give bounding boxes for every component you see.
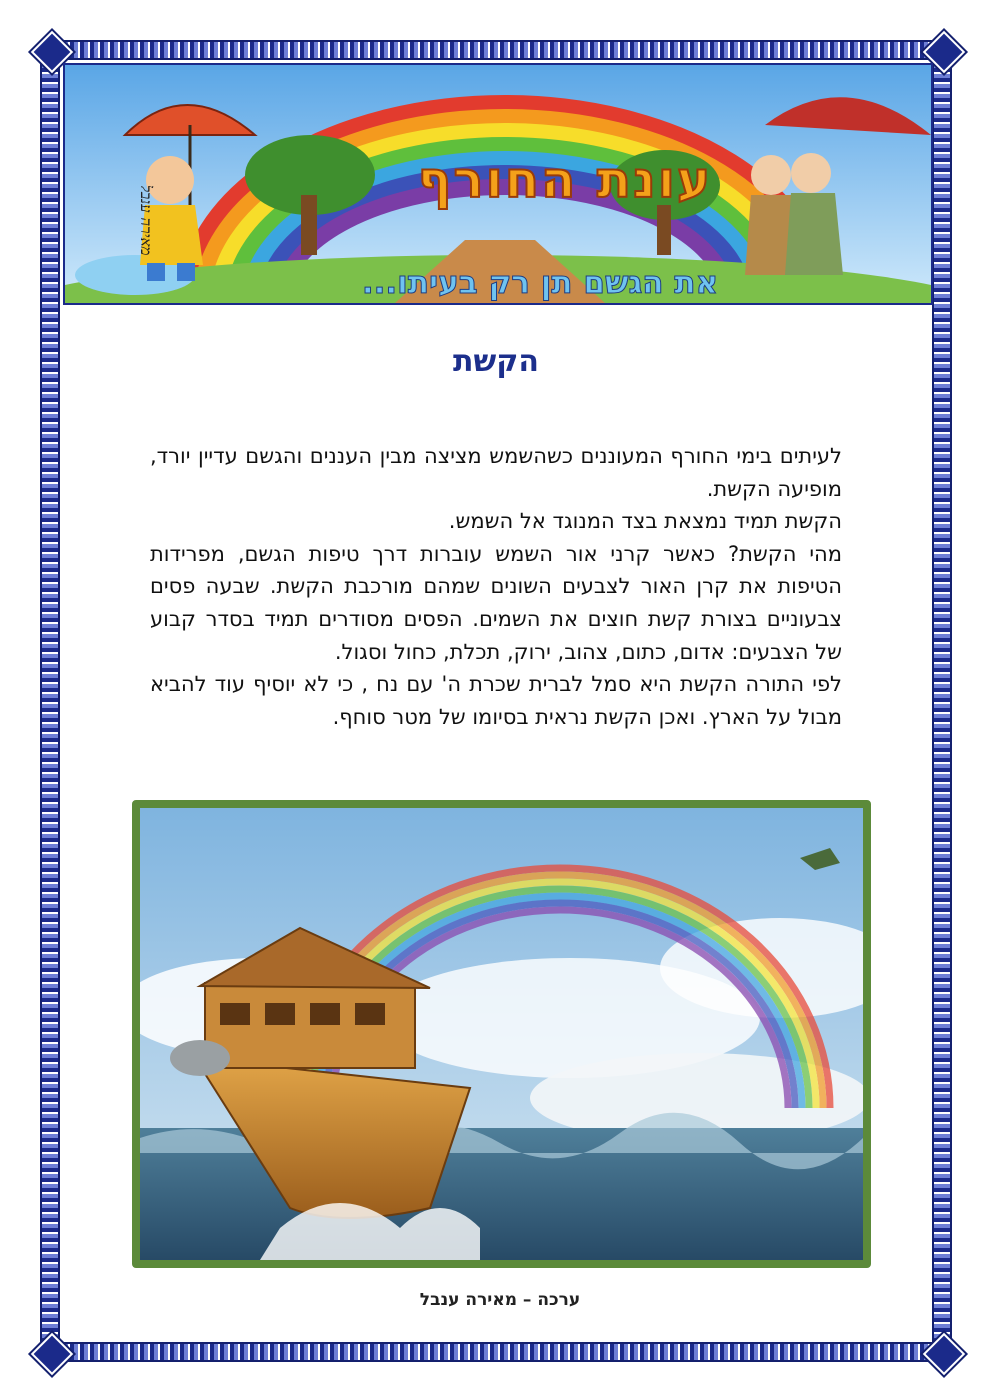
article-paragraph: לעיתים בימי החורף המעוננים כשהשמש מציצה מבין העננים והגשם עדיין יורד, מופיעה הקשת. xyxy=(150,444,842,501)
frame-top xyxy=(40,40,952,60)
frame-corner-ornament xyxy=(923,1333,965,1375)
article-paragraph: לפי התורה הקשת היא סמל לברית שכרת ה' עם נח , כי לא יוסיף עוד להביא מבול על הארץ. ואכן הקשת נראית בסיומו של מטר סוחף. xyxy=(150,672,842,729)
frame-bottom xyxy=(40,1342,952,1362)
frame-corner-ornament xyxy=(31,1333,73,1375)
header-banner xyxy=(63,63,933,305)
article-body xyxy=(150,440,842,733)
banner-title: עונת החורף xyxy=(417,151,713,209)
article-paragraph: הקשת תמיד נמצאת בצד המנוגד אל השמש. xyxy=(448,509,842,534)
article-paragraph: מהי הקשת? כאשר קרני אור השמש עוברות דרך טיפות הגשם, מפרידות הטיפות את קרן האור לצבעים השונים שמהם מורכבת הקשת. שבעה פסים צבעוניים בצורת קשת חוצים את השמים. הפסים מסודרים תמיד בסדר קבוע של הצבעים: אדום, כתום, צהוב, ירוק, תכלת, כחול וסגול. xyxy=(150,541,842,664)
ark-rainbow-picture xyxy=(140,808,863,1260)
noah-ark-illustration xyxy=(132,800,871,1268)
frame-right xyxy=(932,40,952,1362)
frame-left xyxy=(40,40,60,1362)
banner-signature: מאירה ענבל xyxy=(137,185,155,256)
credit-line: ערכה – מאירה ענבל xyxy=(419,1290,581,1310)
banner-subtitle: את הגשם תן רק בעיתו... xyxy=(361,265,719,301)
page-title: הקשת xyxy=(453,344,539,379)
